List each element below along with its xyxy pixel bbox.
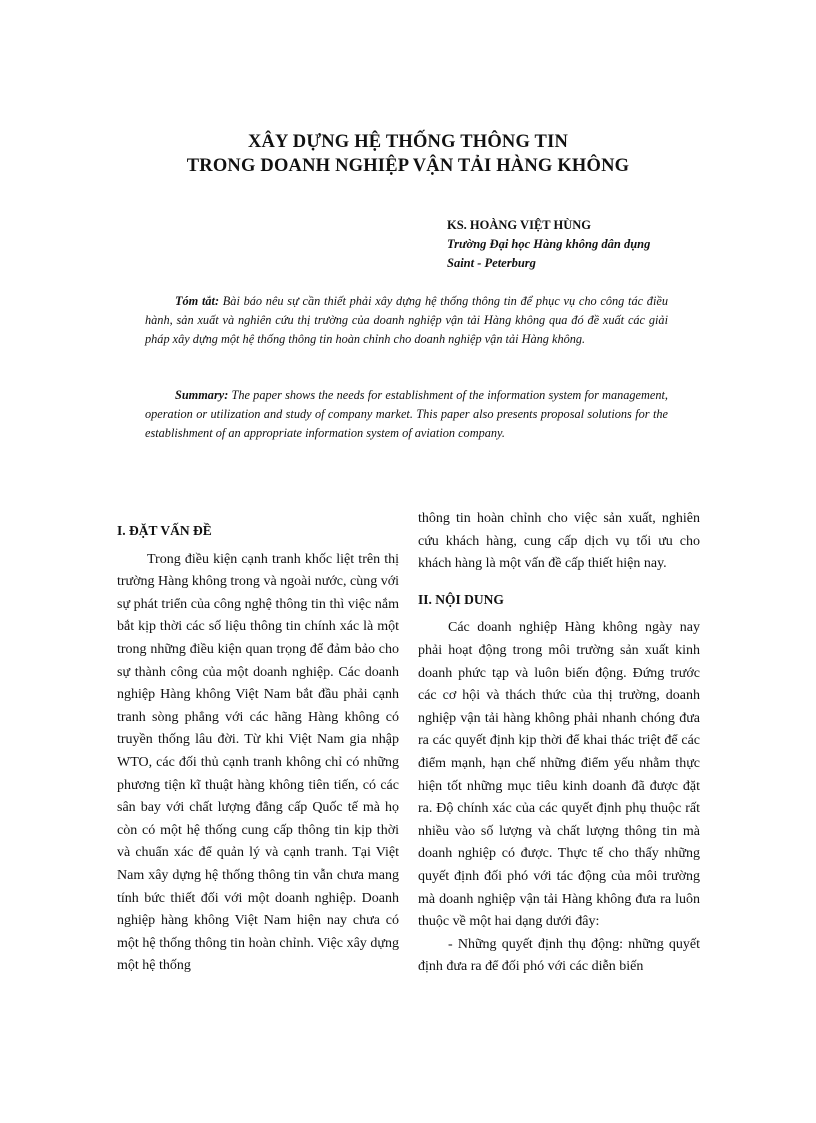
section-1-continuation: thông tin hoàn chỉnh cho việc sản xuất, nghiên cứu khách hàng, cung cấp dịch vụ tối ưu cho khách hàng là một vấn đề cấp thiết hiện nay. — [418, 511, 700, 572]
abstract-en-text: The paper shows the needs for establishment of the information system for management, operation or utilization and study of company market. This paper also presents proposal solutions for the establishment of an appropriate information system of aviation company. — [145, 388, 668, 441]
abstract-vi-text: Bài báo nêu sự cần thiết phải xây dựng hệ thống thông tin để phục vụ cho công tác điều hành, sản xuất và nghiên cứu thị trường của doanh nghiệp vận tải Hàng không qua đó đề xuất các giải pháp xây dựng một hệ thống thông tin hoàn chỉnh cho doanh nghiệp vận tải Hàng không. — [145, 294, 668, 347]
section-2-paragraph-1: Các doanh nghiệp Hàng không ngày nay phải hoạt động trong môi trường sản xuất kinh doanh phức tạp và luôn biến động. Đứng trước các cơ hội và thách thức của thị trường, doanh nghiệp vận tải hàng không phải nhanh chóng đưa ra các quyết định kịp thời để khai thác triệt để các điểm mạnh, hạn chế những điểm yếu nhằm thực hiện tốt những mục tiêu kinh doanh đã được đặt ra. Độ chính xác của các quyết định phụ thuộc rất nhiều vào số lượng và chất lượng thông tin mà doanh nghiệp có được. Thực tế cho thấy những quyết định đối phó với tác động của môi trường mà doanh nghiệp vận tải Hàng không đưa ra luôn thuộc về một hai dạng dưới đây: — [418, 620, 700, 930]
title-line-1: XÂY DỰNG HỆ THỐNG THÔNG TIN — [247, 132, 569, 152]
author-name: KS. HOÀNG VIỆT HÙNG — [447, 218, 592, 232]
page-title — [0, 130, 816, 178]
abstract-english — [145, 386, 668, 444]
section-2-paragraph-2: - Những quyết định thụ động: những quyết định đưa ra để đối phó với các diễn biến — [418, 936, 700, 975]
abstract-en-label: Summary: — [175, 388, 229, 402]
author-block — [447, 216, 650, 273]
abstract-vietnamese — [145, 292, 668, 350]
author-affiliation: Trường Đại học Hàng không dân dụng — [447, 237, 651, 251]
right-column — [418, 508, 700, 979]
left-column — [117, 520, 399, 978]
title-line-2: TRONG DOANH NGHIỆP VẬN TẢI HÀNG KHÔNG — [186, 156, 630, 176]
section-2-heading: II. NỘI DUNG — [418, 591, 504, 607]
abstract-vi-label: Tóm tắt: — [175, 294, 220, 308]
section-1-paragraph: Trong điều kiện cạnh tranh khốc liệt trên thị trường Hàng không trong và ngoài nước, cùng với sự phát triển của công nghệ thông tin thì việc nắm bắt kịp thời các số liệu thông tin chính xác là một trong những điều kiện quan trọng để đảm bảo cho sự thành công của một doanh nghiệp. Các doanh nghiệp Hàng không Việt Nam bắt đầu phải cạnh tranh sòng phẳng với các hãng Hàng không có truyền thống lâu đời. Từ khi Việt Nam gia nhập WTO, các đối thủ cạnh tranh không chỉ có những phương tiện kĩ thuật hàng không tiên tiến, có các sân bay với chất lượng đẳng cấp Quốc tế mà họ còn có một hệ thống cung cấp thông tin kịp thời và chuẩn xác để quản lý và cạnh tranh. Tại Việt Nam xây dựng hệ thống thông tin vẫn chưa mang tính bức thiết đối với một doanh nghiệp. Doanh nghiệp hàng không Việt Nam hiện nay chưa có một hệ thống thông tin hoàn chỉnh. Việc xây dựng một hệ thống — [117, 551, 399, 974]
section-1-heading: I. ĐẶT VẤN ĐỀ — [117, 523, 212, 538]
author-location: Saint - Peterburg — [447, 256, 536, 270]
